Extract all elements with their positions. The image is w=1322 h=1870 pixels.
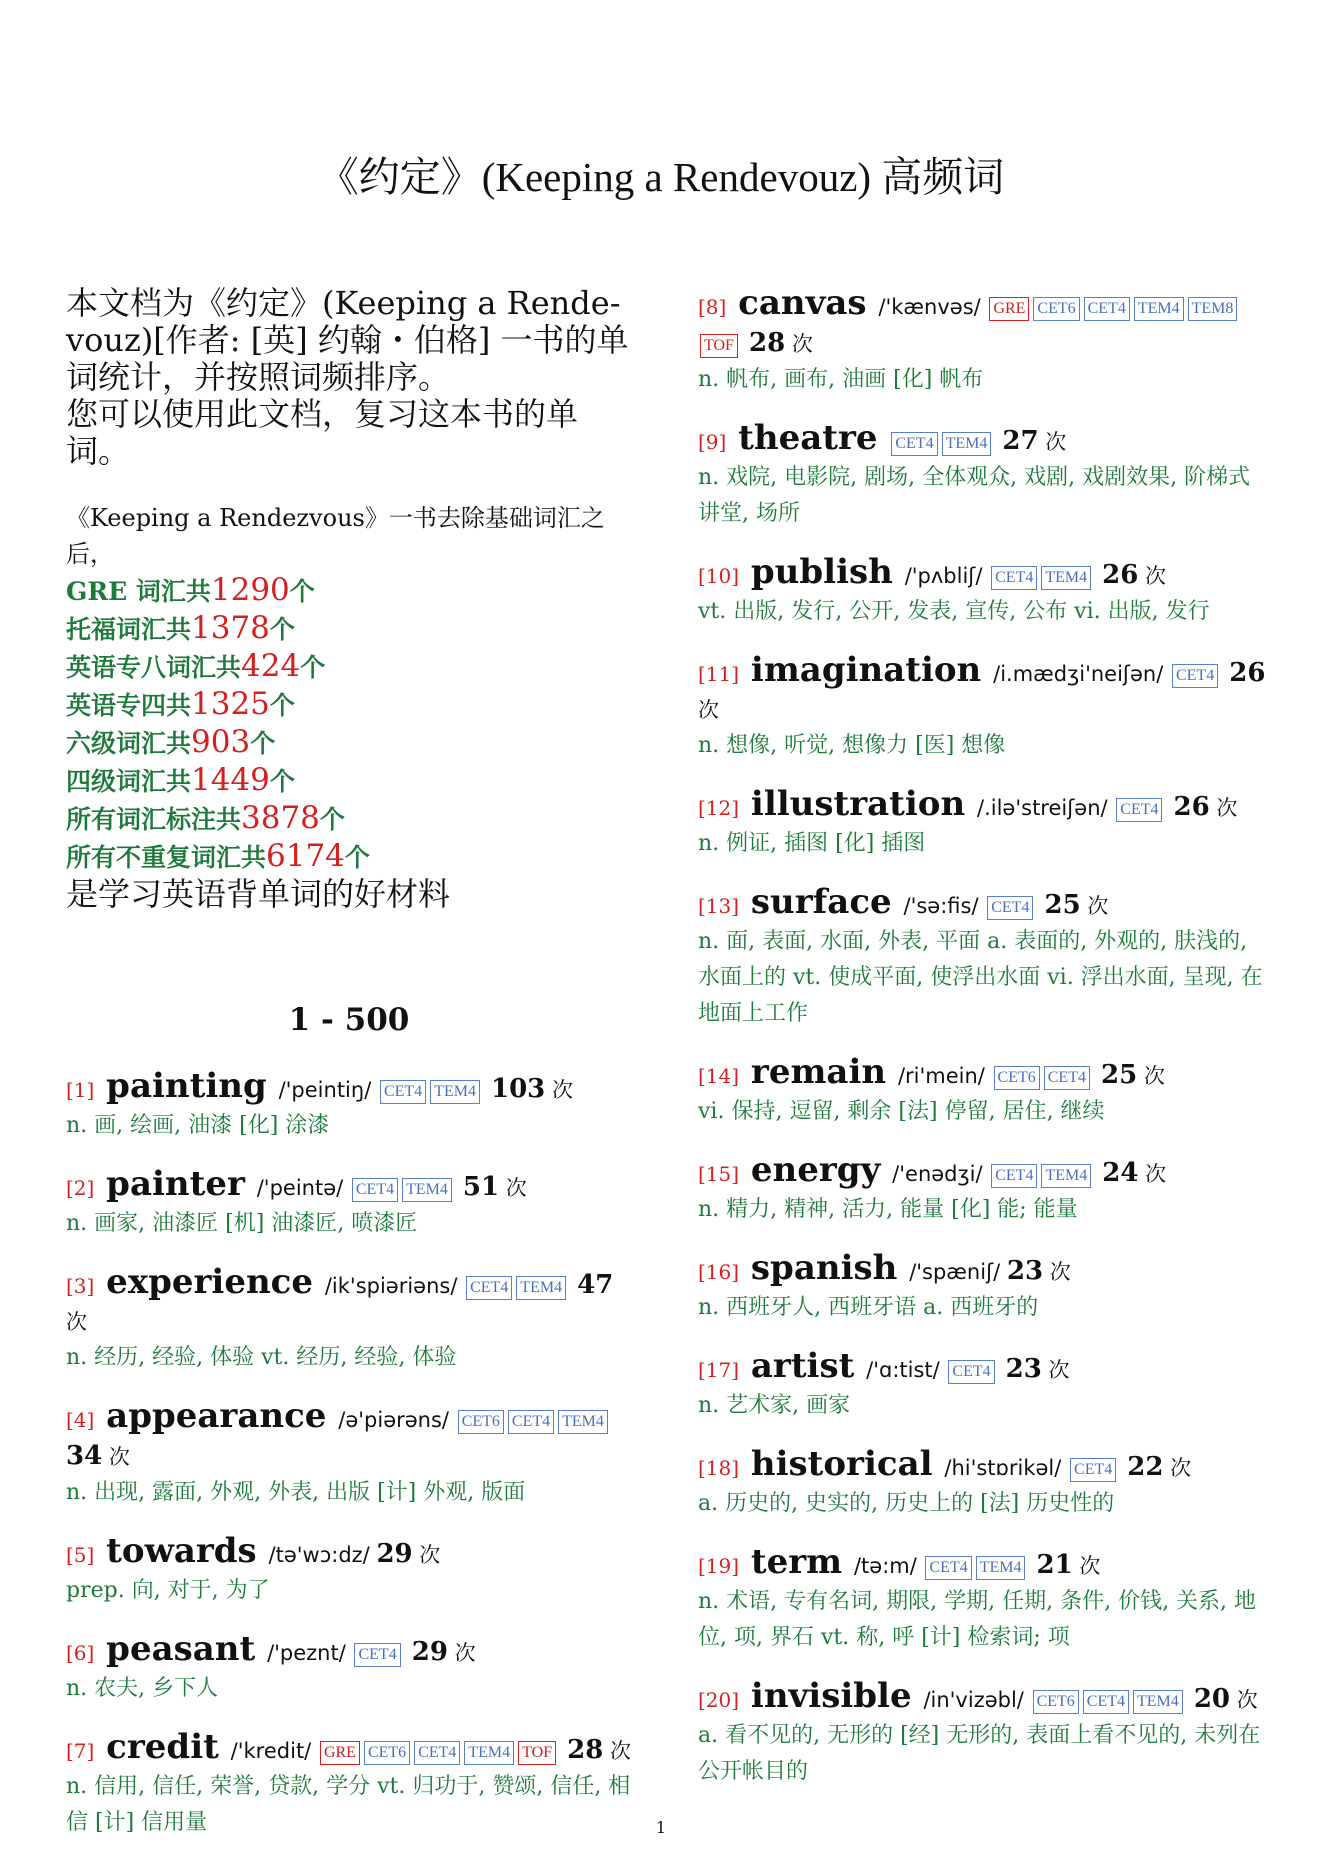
- tag-cet4: CET4: [414, 1741, 460, 1765]
- tag-cet6: CET6: [1033, 1690, 1079, 1714]
- entry-definition: n. 术语, 专有名词, 期限, 学期, 任期, 条件, 价钱, 关系, 地位, 项, 界石 vt. 称, 呼 [计] 检索词; 项: [698, 1589, 1257, 1650]
- stat-label: 托福词汇共: [66, 615, 192, 644]
- entry-definition: n. 想像, 听觉, 想像力 [医] 想像: [698, 733, 1006, 758]
- entry-word: appearance: [94, 1396, 339, 1436]
- entry-phonetic: /tə:m/: [853, 1554, 924, 1578]
- word-list-right: [698, 285, 1270, 1790]
- entry-phonetic: /ə'piərəns/: [338, 1408, 456, 1432]
- entry-definition: n. 信用, 信任, 荣誉, 贷款, 学分 vt. 归功于, 赞颂, 信任, 相信 [计] 信用量: [66, 1774, 631, 1835]
- stat-row: [66, 724, 632, 762]
- word-entry: [698, 420, 1270, 532]
- word-entry: [698, 1678, 1270, 1790]
- stat-number: 1378: [191, 610, 270, 646]
- entry-word: credit: [94, 1727, 231, 1767]
- tag-cet4: CET4: [987, 896, 1033, 920]
- word-entry: [698, 1348, 1270, 1424]
- entry-phonetic: /'kænvəs/: [878, 295, 988, 319]
- entry-index: [12]: [698, 796, 740, 820]
- tag-tem4: TEM4: [1134, 297, 1184, 321]
- entry-head: [698, 1544, 1270, 1584]
- entry-index: [15]: [698, 1162, 740, 1186]
- stat-label: 四级词汇共: [66, 767, 192, 796]
- tag-cet4: CET4: [1070, 1458, 1116, 1482]
- word-entry: [66, 1533, 632, 1609]
- word-entry: [698, 1152, 1270, 1228]
- entry-count: 24: [1093, 1158, 1139, 1188]
- entry-phonetic: /'ɑ:tist/: [866, 1358, 947, 1382]
- entry-count: 23: [1006, 1256, 1044, 1286]
- entry-word: painting: [94, 1066, 279, 1106]
- entry-word: remain: [739, 1052, 898, 1092]
- page-number: 1: [655, 1818, 667, 1837]
- stat-row: [66, 800, 632, 838]
- word-entry: [66, 1631, 632, 1707]
- section-heading: 1 - 500: [288, 1002, 410, 1038]
- word-entry: [698, 554, 1270, 630]
- tag-tof: TOF: [700, 334, 738, 358]
- entry-definition: n. 画, 绘画, 油漆 [化] 涂漆: [66, 1113, 330, 1138]
- entry-index: [6]: [66, 1641, 95, 1665]
- entry-count: 26: [1093, 560, 1139, 590]
- tag-tem4: TEM4: [976, 1556, 1026, 1580]
- tag-tem8: TEM8: [1188, 297, 1238, 321]
- intro-line-1: 本文档为《约定》(Keeping a Rende-vouz)[作者: [英] 约翰・伯格] 一书的单词统计，并按照词频排序。: [66, 284, 629, 396]
- entry-head: [698, 884, 1270, 924]
- entry-definition: n. 画家, 油漆匠 [机] 油漆匠, 喷漆匠: [66, 1211, 418, 1236]
- entry-phonetic: /i.mædʒi'neiʃən/: [993, 662, 1170, 686]
- entry-count-unit: 次: [545, 1078, 573, 1102]
- stat-unit: 个: [269, 691, 295, 720]
- entry-count-unit: 次: [1041, 1358, 1070, 1382]
- tag-tem4: TEM4: [1133, 1690, 1183, 1714]
- entry-head: [698, 1446, 1270, 1486]
- stat-label: 六级词汇共: [66, 729, 192, 758]
- entry-definition: vt. 出版, 发行, 公开, 发表, 宣传, 公布 vi. 出版, 发行: [698, 599, 1210, 624]
- entry-index: [5]: [66, 1543, 95, 1567]
- entry-index: [17]: [698, 1358, 740, 1382]
- entry-count: 51: [453, 1172, 500, 1202]
- entry-head: [698, 1250, 1270, 1290]
- entry-count-unit: 次: [447, 1641, 476, 1665]
- word-entry: [66, 1166, 632, 1242]
- left-column: [66, 285, 632, 1863]
- entry-count: 26: [1164, 792, 1210, 822]
- stat-row: [66, 648, 632, 686]
- entry-definition: n. 艺术家, 画家: [698, 1393, 851, 1418]
- entry-count-unit: 次: [1043, 1260, 1071, 1284]
- entry-count: 25: [1035, 890, 1081, 920]
- entry-count: 29: [376, 1539, 413, 1569]
- word-entry: [698, 285, 1270, 398]
- tag-cet4: CET4: [991, 1164, 1037, 1188]
- entry-definition: n. 帆布, 画布, 油画 [化] 帆布: [698, 367, 984, 392]
- word-entry: [66, 1068, 632, 1144]
- intro-line-2: 您可以使用此文档，复习这本书的单词。: [66, 395, 579, 470]
- entry-definition: n. 经历, 经验, 体验 vt. 经历, 经验, 体验: [66, 1345, 457, 1370]
- stat-label: 英语专四共: [66, 691, 192, 720]
- stat-row: [66, 686, 632, 724]
- stat-number: 1449: [191, 762, 270, 798]
- word-entry: [698, 1054, 1270, 1130]
- entry-index: [3]: [66, 1274, 95, 1298]
- entry-phonetic: /'enədʒi/: [892, 1162, 990, 1186]
- entry-count: 27: [993, 426, 1039, 456]
- entry-count-unit: 次: [1230, 1688, 1258, 1712]
- entry-count-unit: 次: [1038, 430, 1067, 454]
- entry-count: 25: [1091, 1060, 1138, 1090]
- tag-cet4: CET4: [1083, 1690, 1129, 1714]
- entry-head: [698, 1152, 1270, 1192]
- stat-number: 903: [191, 724, 251, 760]
- entry-index: [8]: [698, 295, 727, 319]
- entry-word: canvas: [726, 283, 879, 323]
- tag-cet4: CET4: [1116, 798, 1162, 822]
- entry-count: 29: [402, 1637, 448, 1667]
- entry-count-unit: 次: [1072, 1554, 1101, 1578]
- word-entry: [698, 652, 1270, 764]
- entry-count: 21: [1027, 1550, 1073, 1580]
- entry-count-unit: 次: [785, 332, 813, 356]
- word-list-left: [66, 1068, 632, 1841]
- entry-head: [66, 1398, 632, 1475]
- entry-definition: n. 农夫, 乡下人: [66, 1676, 219, 1701]
- entry-definition: n. 出现, 露面, 外观, 外表, 出版 [计] 外观, 版面: [66, 1480, 526, 1505]
- tag-tem4: TEM4: [464, 1741, 514, 1765]
- word-entry: [698, 1446, 1270, 1522]
- stat-label: 英语专八词汇共: [66, 653, 242, 682]
- entry-count-unit: 次: [1138, 1162, 1167, 1186]
- entry-word: surface: [739, 882, 904, 922]
- stat-unit: 个: [289, 577, 315, 606]
- entry-word: imagination: [739, 650, 994, 690]
- tag-gre: GRE: [989, 297, 1029, 321]
- stat-unit: 个: [269, 767, 295, 796]
- tag-tem4: TEM4: [1041, 566, 1091, 590]
- stat-number: 3878: [241, 800, 320, 836]
- tag-cet4: CET4: [354, 1643, 400, 1667]
- intro-note: 《Keeping a Rendezvous》一书去除基础词汇之后，: [66, 504, 605, 568]
- intro-text: [66, 285, 632, 470]
- stat-unit: 个: [319, 805, 345, 834]
- entry-index: [18]: [698, 1456, 740, 1480]
- stat-number: 1290: [210, 572, 290, 608]
- tag-cet4: CET4: [1044, 1066, 1090, 1090]
- stat-unit: 个: [269, 615, 295, 644]
- entry-phonetic: /tə'wɔ:dz/: [268, 1543, 377, 1567]
- entry-count-unit: 次: [499, 1176, 527, 1200]
- entry-index: [16]: [698, 1260, 740, 1284]
- entry-phonetic: /hi'stɒrikəl/: [944, 1456, 1069, 1480]
- entry-definition: prep. 向, 对于, 为了: [66, 1578, 270, 1603]
- entry-head: [66, 1533, 632, 1573]
- entry-phonetic: /'peznt/: [267, 1641, 353, 1665]
- tag-cet6: CET6: [994, 1066, 1040, 1090]
- entry-phonetic: /'spæniʃ/: [909, 1260, 1007, 1284]
- tag-tem4: TEM4: [516, 1276, 566, 1300]
- entry-phonetic: /'peintiŋ/: [278, 1078, 378, 1102]
- word-entry: [698, 786, 1270, 862]
- entry-index: [11]: [698, 662, 740, 686]
- entry-word: artist: [739, 1346, 867, 1386]
- tag-tem4: TEM4: [430, 1080, 480, 1104]
- entry-head: [698, 1348, 1270, 1388]
- entry-word: energy: [739, 1150, 893, 1190]
- entry-phonetic: /'pʌbliʃ/: [904, 564, 990, 588]
- stat-row: [66, 572, 632, 610]
- stat-number: 424: [241, 648, 301, 684]
- stat-number: 6174: [266, 838, 345, 874]
- page-title: 《约定》(Keeping a Rendevouz) 高频词: [317, 154, 1005, 200]
- stat-row: [66, 838, 632, 876]
- entry-head: [66, 1631, 632, 1671]
- tag-tem4: TEM4: [942, 432, 992, 456]
- tag-cet4: CET4: [891, 432, 937, 456]
- word-entry: [698, 1544, 1270, 1656]
- entry-index: [14]: [698, 1064, 740, 1088]
- tag-cet4: CET4: [1084, 297, 1130, 321]
- entry-index: [2]: [66, 1176, 95, 1200]
- entry-word: invisible: [739, 1676, 924, 1716]
- entry-word: spanish: [739, 1248, 910, 1288]
- entry-count-unit: 次: [698, 698, 719, 722]
- intro-tail: 是学习英语背单词的好材料: [66, 875, 451, 913]
- tag-cet4: CET4: [991, 566, 1037, 590]
- entry-count: 26: [1220, 658, 1266, 688]
- entry-definition: n. 西班牙人, 西班牙语 a. 西班牙的: [698, 1295, 1039, 1320]
- entry-word: historical: [739, 1444, 945, 1484]
- entry-word: peasant: [94, 1629, 268, 1669]
- tag-cet4: CET4: [466, 1276, 512, 1300]
- word-entry: [698, 1250, 1270, 1326]
- tag-tof: TOF: [518, 1741, 556, 1765]
- entry-count: 28: [739, 328, 786, 358]
- tag-cet6: CET6: [364, 1741, 410, 1765]
- entry-count-unit: 次: [1137, 1064, 1165, 1088]
- entry-definition: n. 面, 表面, 水面, 外表, 平面 a. 表面的, 外观的, 肤浅的, 水面上的 vt. 使成平面, 使浮出水面 vi. 浮出水面, 呈现, 在地面上工作: [698, 929, 1263, 1026]
- entry-definition: n. 戏院, 电影院, 剧场, 全体观众, 戏剧, 戏剧效果, 阶梯式讲堂, 场所: [698, 465, 1251, 526]
- entry-count: 47: [568, 1270, 614, 1300]
- entry-head: [66, 1068, 632, 1108]
- tag-cet4: CET4: [508, 1410, 554, 1434]
- entry-index: [20]: [698, 1688, 740, 1712]
- entry-index: [13]: [698, 894, 740, 918]
- tag-cet4: CET4: [352, 1178, 398, 1202]
- entry-head: [698, 420, 1270, 460]
- tag-tem4: TEM4: [1041, 1164, 1091, 1188]
- entry-definition: a. 看不见的, 无形的 [经] 无形的, 表面上看不见的, 未列在公开帐目的: [698, 1723, 1261, 1784]
- entry-count: 103: [481, 1074, 546, 1104]
- entry-index: [10]: [698, 564, 740, 588]
- entry-count-unit: 次: [1080, 894, 1109, 918]
- entry-count: 20: [1184, 1684, 1231, 1714]
- stat-label: GRE 词汇共: [66, 577, 211, 606]
- entry-phonetic: /'sə:fis/: [903, 894, 986, 918]
- entry-index: [4]: [66, 1408, 95, 1432]
- entry-count-unit: 次: [603, 1739, 632, 1763]
- entry-head: [698, 1678, 1270, 1718]
- entry-phonetic: /'kredit/: [230, 1739, 318, 1763]
- tag-cet4: CET4: [380, 1080, 426, 1104]
- stat-number: 1325: [191, 686, 270, 722]
- entry-head: [698, 652, 1270, 728]
- entry-count: 23: [996, 1354, 1042, 1384]
- entry-word: theatre: [726, 418, 890, 458]
- tag-cet4: CET4: [1172, 664, 1218, 688]
- tag-cet6: CET6: [1033, 297, 1079, 321]
- entry-head: [66, 1166, 632, 1206]
- entry-head: [698, 786, 1270, 826]
- tag-cet6: CET6: [458, 1410, 504, 1434]
- entry-count-unit: 次: [1163, 1456, 1192, 1480]
- stats-list: [66, 572, 632, 876]
- tag-tem4: TEM4: [402, 1178, 452, 1202]
- entry-index: [19]: [698, 1554, 740, 1578]
- entry-head: [66, 1729, 632, 1769]
- tag-cet4: CET4: [948, 1360, 994, 1384]
- entry-head: [66, 1264, 632, 1340]
- entry-count: 22: [1118, 1452, 1164, 1482]
- tag-tem4: TEM4: [558, 1410, 608, 1434]
- entry-word: painter: [94, 1164, 257, 1204]
- entry-count: 28: [558, 1735, 604, 1765]
- stat-unit: 个: [300, 653, 326, 682]
- entry-definition: n. 例证, 插图 [化] 插图: [698, 831, 926, 856]
- entry-index: [1]: [66, 1078, 95, 1102]
- entry-phonetic: /ri'mein/: [897, 1064, 992, 1088]
- entry-word: experience: [94, 1262, 325, 1302]
- word-entry: [66, 1398, 632, 1511]
- stat-unit: 个: [250, 729, 276, 758]
- stat-label: 所有不重复词汇共: [66, 843, 267, 872]
- entry-count: 34: [66, 1441, 103, 1471]
- entry-index: [9]: [698, 430, 727, 454]
- word-entry: [698, 884, 1270, 1032]
- entry-index: [7]: [66, 1739, 95, 1763]
- entry-phonetic: /ik'spiəriəns/: [324, 1274, 465, 1298]
- entry-head: [698, 285, 1270, 362]
- stat-row: [66, 762, 632, 800]
- entry-head: [698, 1054, 1270, 1094]
- entry-count-unit: 次: [66, 1310, 87, 1334]
- word-entry: [66, 1264, 632, 1376]
- entry-definition: vi. 保持, 逗留, 剩余 [法] 停留, 居住, 继续: [698, 1099, 1105, 1124]
- entry-phonetic: /.ilə'streiʃən/: [977, 796, 1115, 820]
- entry-count-unit: 次: [1209, 796, 1238, 820]
- entry-phonetic: /'peintə/: [256, 1176, 350, 1200]
- stat-label: 所有词汇标注共: [66, 805, 242, 834]
- entry-phonetic: /in'vizəbl/: [923, 1688, 1031, 1712]
- entry-definition: n. 精力, 精神, 活力, 能量 [化] 能; 能量: [698, 1197, 1078, 1222]
- entry-word: illustration: [739, 784, 978, 824]
- entry-word: towards: [94, 1531, 269, 1571]
- tag-cet4: CET4: [925, 1556, 971, 1580]
- entry-word: term: [739, 1542, 854, 1582]
- right-column: [698, 285, 1270, 1812]
- entry-count-unit: 次: [102, 1445, 130, 1469]
- entry-word: publish: [739, 552, 905, 592]
- entry-count-unit: 次: [412, 1543, 441, 1567]
- stat-unit: 个: [344, 843, 370, 872]
- entry-head: [698, 554, 1270, 594]
- entry-count-unit: 次: [1138, 564, 1167, 588]
- stat-row: [66, 610, 632, 648]
- entry-definition: a. 历史的, 史实的, 历史上的 [法] 历史性的: [698, 1491, 1115, 1516]
- tag-gre: GRE: [320, 1741, 360, 1765]
